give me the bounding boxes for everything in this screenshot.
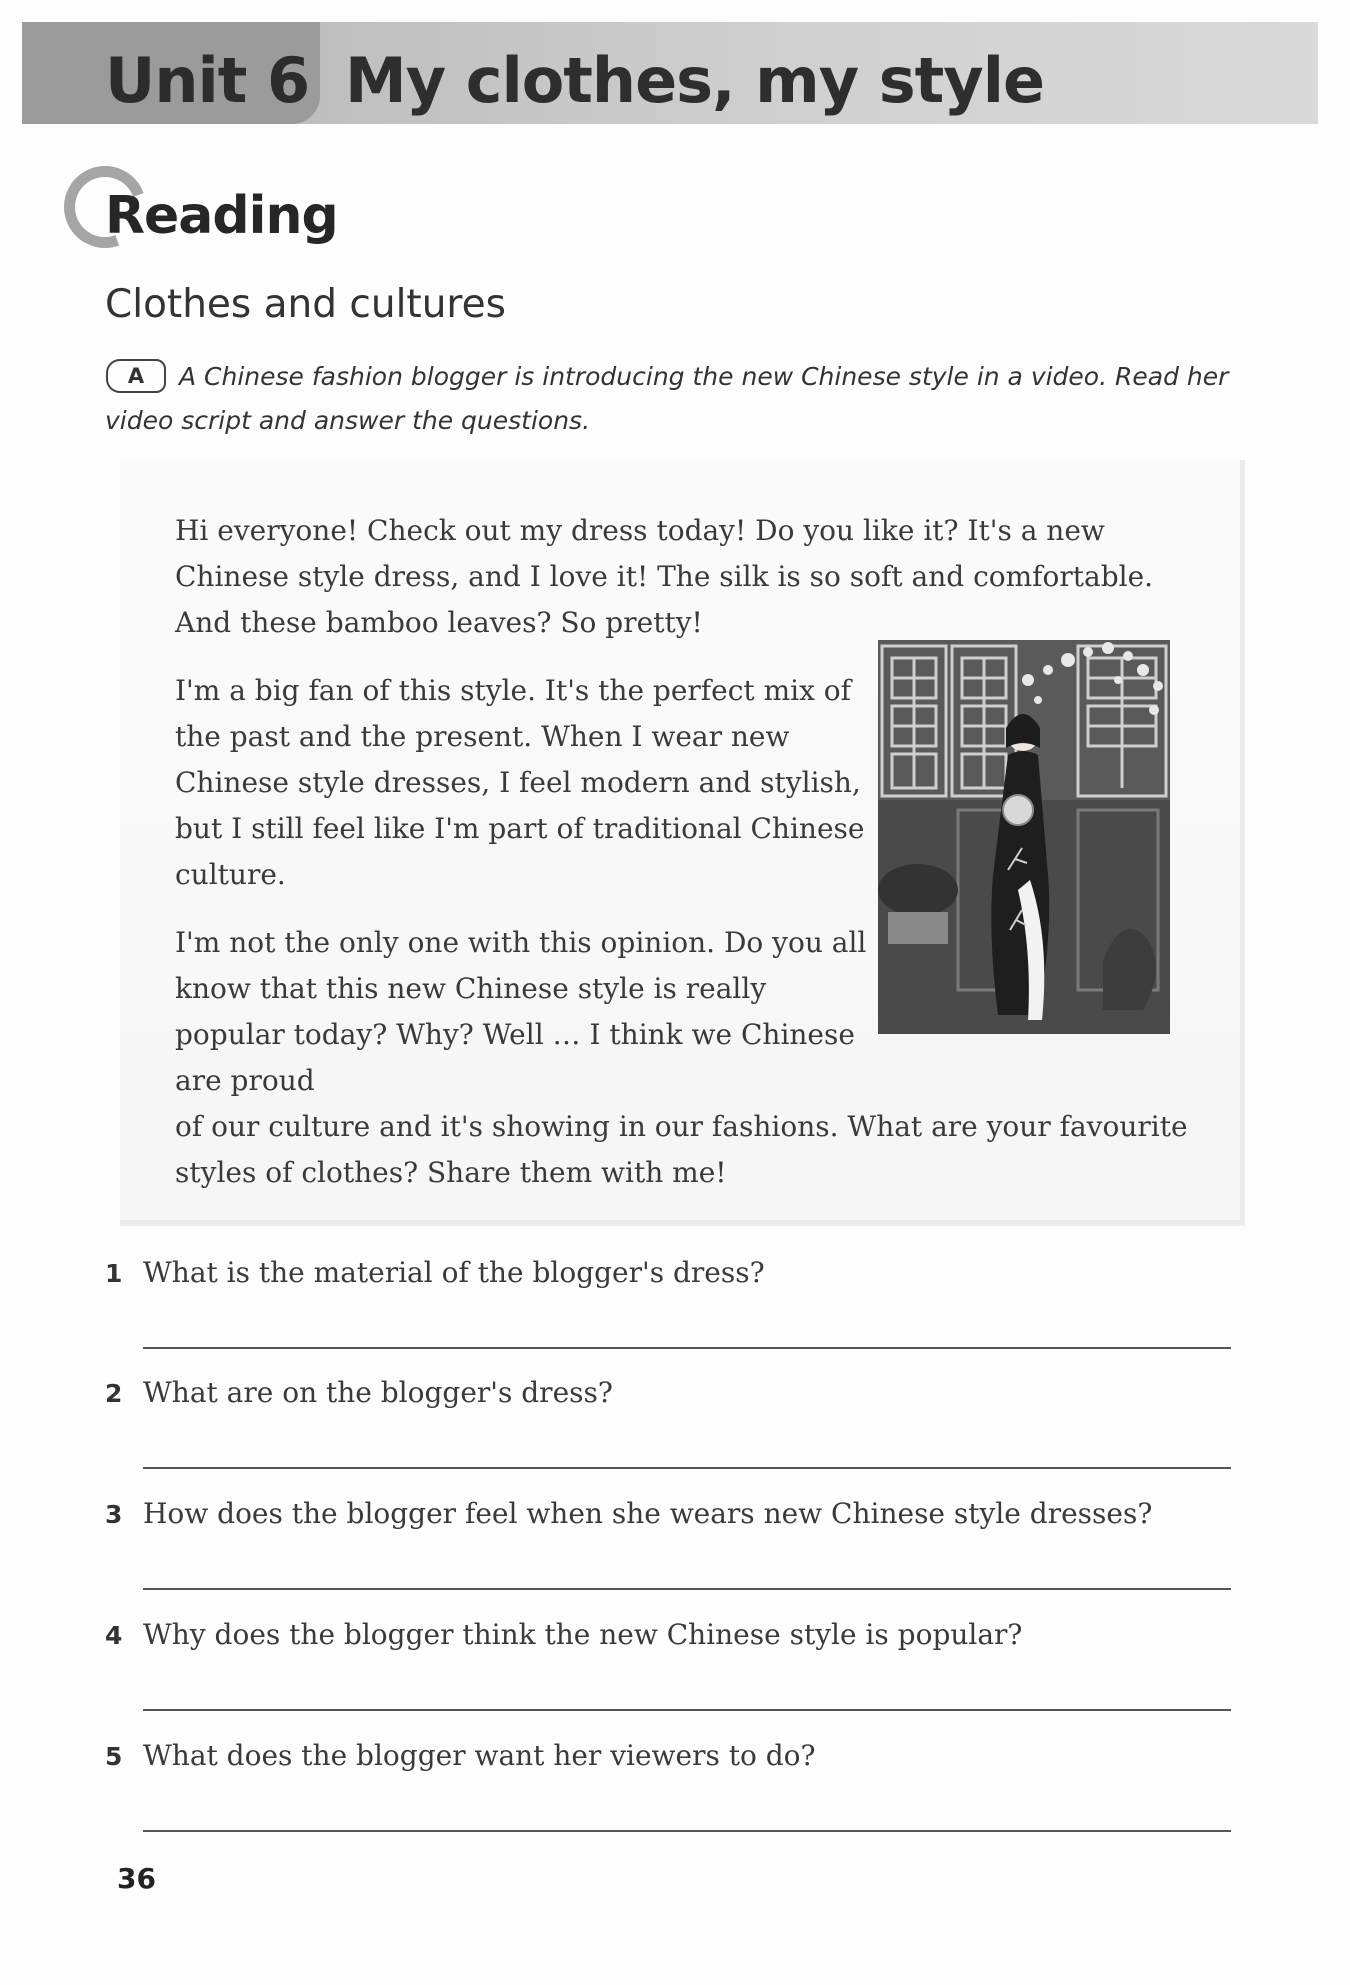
question-5 (105, 1739, 1255, 1772)
question-number: 2 (105, 1379, 123, 1408)
passage-paragraph-3a: I'm not the only one with this opinion. Do you all know that this new Chinese style is really popular today? Why? Well … I think we Chinese are proud (175, 926, 867, 1097)
question-3 (105, 1497, 1255, 1530)
question-4 (105, 1618, 1255, 1651)
unit-title: My clothes, my style (345, 44, 1045, 117)
section-title: Clothes and cultures (105, 282, 506, 327)
page-number: 36 (117, 1862, 156, 1895)
answer-line-5[interactable] (143, 1830, 1231, 1832)
answer-line-3[interactable] (143, 1588, 1231, 1590)
unit-label: Unit 6 (105, 44, 310, 117)
passage-paragraph-1: Hi everyone! Check out my dress today! Do you like it? It's a new Chinese style dress, and I love it! The silk is so soft and comfortable. And these bamboo leaves? So pretty! (175, 514, 1154, 639)
woman-in-qipao-illustration (878, 640, 1170, 1034)
section-heading: Reading (105, 186, 338, 246)
question-text: What does the blogger want her viewers to do? (143, 1739, 816, 1772)
question-1 (105, 1256, 1255, 1289)
question-2 (105, 1376, 1255, 1409)
passage-paragraph-3b: of our culture and it's showing in our fashions. What are your favourite styles of clothes? Share them with me! (175, 1110, 1188, 1189)
passage-paragraph-2: I'm a big fan of this style. It's the perfect mix of the past and the present. When I wear new Chinese style dresses, I feel modern and stylish, but I still feel like I'm part of traditional Chinese culture. (175, 674, 865, 891)
answer-line-1[interactable] (143, 1347, 1231, 1349)
question-number: 4 (105, 1621, 123, 1650)
answer-line-4[interactable] (143, 1709, 1231, 1711)
question-number: 3 (105, 1500, 123, 1529)
question-number: 1 (105, 1259, 123, 1288)
question-text: Why does the blogger think the new Chinese style is popular? (143, 1618, 1023, 1651)
task-instruction: A Chinese fashion blogger is introducing the new Chinese style in a video. Read her video script and answer the questions. (105, 362, 1229, 435)
question-number: 5 (105, 1742, 123, 1771)
answer-line-2[interactable] (143, 1467, 1231, 1469)
question-text: What is the material of the blogger's dress? (143, 1256, 765, 1289)
qipao-illustration-svg (878, 640, 1170, 1034)
task-badge: A (106, 359, 166, 393)
question-text: What are on the blogger's dress? (143, 1376, 613, 1409)
question-text: How does the blogger feel when she wears new Chinese style dresses? (143, 1497, 1153, 1530)
